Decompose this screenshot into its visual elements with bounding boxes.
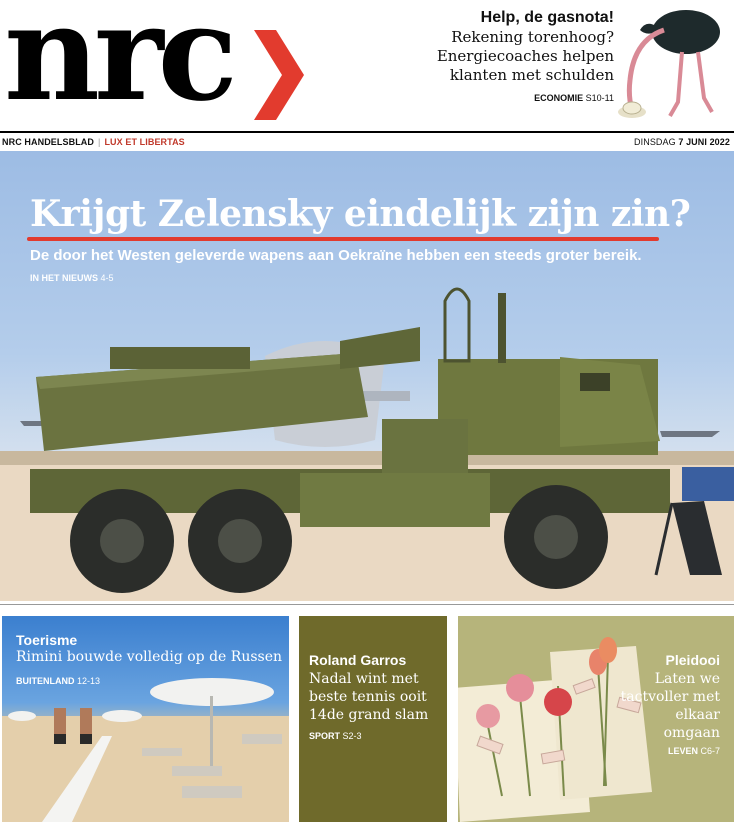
panel-pleidooi-body: Laten we tactvoller met elkaar omgaan bbox=[620, 671, 720, 741]
meta-left bbox=[2, 137, 185, 147]
panel-roland-garros-ref bbox=[309, 731, 362, 741]
ostrich-icon bbox=[612, 0, 730, 126]
panel-toerisme[interactable] bbox=[2, 616, 289, 822]
panel-pleidooi-pages: C6-7 bbox=[700, 746, 720, 756]
panel-pleidooi-ref bbox=[668, 746, 720, 756]
hero-headline: Krijgt Zelensky eindelijk zijn zin? bbox=[30, 193, 691, 235]
panel-toerisme-ref bbox=[16, 676, 100, 686]
teaser-body-line-1: Rekening torenhoog? bbox=[451, 28, 614, 46]
issue-date bbox=[634, 137, 730, 147]
panel-pleidooi-section: LEVEN bbox=[667, 746, 698, 756]
teaser-pages: S10-11 bbox=[585, 93, 614, 103]
section-divider bbox=[0, 604, 734, 605]
hero-headline-underline bbox=[27, 237, 659, 241]
logo-wordmark: nrc bbox=[4, 0, 232, 131]
panel-pleidooi-kop: Pleidooi bbox=[665, 652, 720, 668]
hero-ref bbox=[30, 273, 114, 283]
panel-roland-garros-kop: Roland Garros bbox=[309, 652, 407, 668]
meta-line bbox=[2, 137, 730, 149]
date-prefix: DINSDAG bbox=[634, 137, 676, 147]
teaser-gasnota[interactable] bbox=[374, 8, 614, 103]
teaser-body-line-3: klanten met schulden bbox=[449, 66, 614, 84]
hero-pages: 4-5 bbox=[100, 273, 114, 283]
panel-roland-garros-pages: S2-3 bbox=[342, 731, 362, 741]
date-value: 7 JUNI 2022 bbox=[678, 137, 730, 147]
panel-roland-garros[interactable] bbox=[299, 616, 447, 822]
panel-toerisme-pages: 12-13 bbox=[77, 676, 101, 686]
panel-pleidooi[interactable] bbox=[458, 616, 734, 822]
paper-name: NRC HANDELSBLAD bbox=[2, 137, 94, 147]
panel-roland-garros-body: Nadal wint met beste tennis ooit 14de grand slam bbox=[309, 671, 429, 723]
chevron-right-icon bbox=[250, 30, 306, 120]
hero-section: IN HET NIEUWS bbox=[30, 273, 99, 283]
meta-separator: | bbox=[98, 137, 101, 147]
paper-motto: LUX ET LIBERTAS bbox=[104, 137, 185, 147]
teaser-body-line-2: Energiecoaches helpen bbox=[436, 47, 614, 65]
hero-subheadline: De door het Westen geleverde wapens aan Oekraïne hebben een steeds groter bereik. bbox=[30, 247, 642, 264]
panel-toerisme-body: Rimini bouwde volledig op de Russen bbox=[16, 649, 282, 665]
teaser-section: ECONOMIE bbox=[534, 93, 584, 103]
teaser-kop: Help, de gasnota! bbox=[480, 9, 614, 26]
hero-article[interactable] bbox=[0, 151, 734, 601]
teaser-ref bbox=[374, 93, 614, 103]
panel-roland-garros-section: SPORT bbox=[309, 731, 341, 741]
panel-toerisme-section: BUITENLAND bbox=[16, 676, 75, 686]
masthead-rule bbox=[0, 131, 734, 133]
nrc-logo[interactable] bbox=[4, 0, 304, 131]
panel-toerisme-kop: Toerisme bbox=[16, 632, 78, 648]
